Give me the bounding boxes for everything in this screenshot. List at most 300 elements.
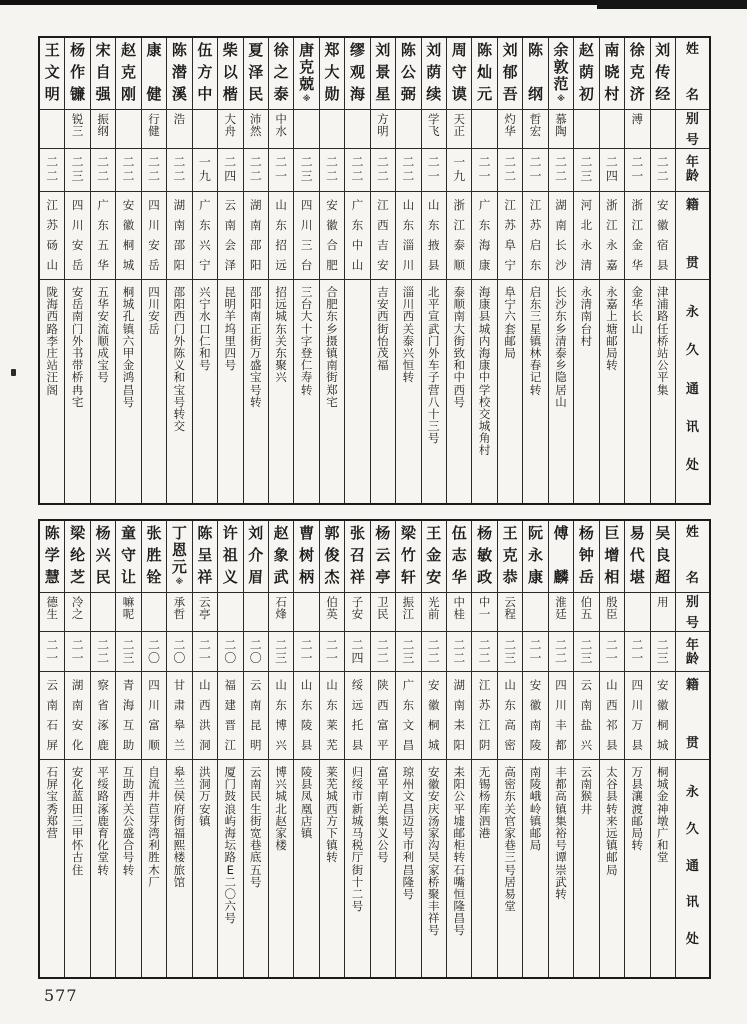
person-origin: 安 徽 宿 县 xyxy=(651,192,675,280)
person-address: 太 谷 县 转 来 远 镇 邮 局 xyxy=(606,765,618,877)
person-name: 童 守 让 xyxy=(116,521,140,593)
person-alias: 慕 陶 xyxy=(549,110,573,149)
person-column xyxy=(573,521,598,977)
person-name: 杨 钟 岳 xyxy=(574,521,598,593)
person-address: 安 徽 安 庆 汤 家 沟 吴 家 桥 聚 丰 祥 号 xyxy=(428,765,440,938)
person-origin: 陕 西 富 平 xyxy=(371,672,395,760)
person-age: 二 三 xyxy=(116,632,140,672)
person-address: 陵 县 凤 凰 店 镇 xyxy=(300,765,313,840)
person-origin: 云 南 会 泽 xyxy=(218,192,242,280)
person-column xyxy=(624,521,649,977)
person-alias xyxy=(142,593,166,632)
person-alias: 淮 廷 xyxy=(549,593,573,632)
person-column xyxy=(599,521,624,977)
person-address: 耒 阳 公 平 墟 邮 柜 转 石 嘴 恒 隆 昌 号 xyxy=(453,765,465,938)
person-column xyxy=(90,521,115,977)
person-alias: 德 生 xyxy=(40,593,64,632)
person-age: 二 一 xyxy=(625,632,649,672)
person-origin: 江 苏 阜 宁 xyxy=(498,192,522,280)
person-address: 招 远 城 东 关 东 聚 兴 xyxy=(275,285,287,385)
person-name: 梁 竹 轩 xyxy=(396,521,420,593)
person-origin: 四 川 万 县 xyxy=(625,672,649,760)
person-column xyxy=(64,38,89,503)
person-alias: 振 江 xyxy=(396,593,420,632)
person-column xyxy=(370,38,395,503)
person-age: 二 一 xyxy=(422,149,446,192)
person-origin: 四 川 安 岳 xyxy=(65,192,89,280)
person-age: 二 二 xyxy=(244,149,268,192)
person-age: 二 一 xyxy=(472,149,496,192)
person-alias xyxy=(600,110,624,149)
person-name: 易 代 堪 xyxy=(625,521,649,593)
person-address: 琼 州 文 昌 迈 号 市 利 昌 隆 号 xyxy=(402,765,415,901)
person-alias xyxy=(116,110,140,149)
directory-table-top xyxy=(38,36,711,505)
person-origin: 江 苏 江 阴 xyxy=(472,672,496,760)
person-name: 徐 之 泰 xyxy=(269,38,293,110)
person-address: 邵 阳 西 门 外 陈 义 和 宝 号 转 交 xyxy=(173,285,186,434)
person-age: 二 〇 xyxy=(142,632,166,672)
person-address: 安 岳 南 门 外 书 带 桥 冉 宅 xyxy=(71,285,84,409)
person-origin: 浙 江 永 嘉 xyxy=(600,192,624,280)
person-address: 云 南 猴 井 xyxy=(580,765,593,816)
person-column xyxy=(522,521,547,977)
person-origin: 山 东 淄 川 xyxy=(396,192,420,280)
person-name: 柴 以 楷 xyxy=(218,38,242,110)
person-age: 二 三 xyxy=(294,149,318,192)
person-alias: 卫 民 xyxy=(371,593,395,632)
person-origin: 广 东 文 昌 xyxy=(396,672,420,760)
person-column xyxy=(217,38,242,503)
person-origin: 福 建 晋 江 xyxy=(218,672,242,760)
person-address: 富 平 南 关 集 义 公 号 xyxy=(377,765,389,865)
person-age: 二 〇 xyxy=(218,632,242,672)
person-age: 二 二 xyxy=(396,149,420,192)
person-origin: 云 南 昆 明 xyxy=(244,672,268,760)
person-alias: 沛 然 xyxy=(244,110,268,149)
person-origin: 四 川 富 顺 xyxy=(142,672,166,760)
person-name: 陈 纲 xyxy=(523,38,547,110)
person-origin: 湖 南 安 化 xyxy=(65,672,89,760)
person-alias xyxy=(396,110,420,149)
person-age: 二 三 xyxy=(574,632,598,672)
person-address: 石 屏 宝 秀 郑 营 xyxy=(46,765,58,840)
person-age: 二 一 xyxy=(40,632,64,672)
person-origin: 广 东 中 山 xyxy=(345,192,369,280)
person-name: 夏 泽 民 xyxy=(244,38,268,110)
person-age: 二 二 xyxy=(472,632,496,672)
person-age: 二 二 xyxy=(651,149,675,192)
person-name: 杨 敏 政 xyxy=(472,521,496,593)
person-age: 二 二 xyxy=(91,149,115,192)
person-origin: 广 东 兴 宁 xyxy=(193,192,217,280)
person-name: 宋 自 强 xyxy=(91,38,115,110)
person-origin: 云 南 盐 兴 xyxy=(574,672,598,760)
person-age: 二 二 xyxy=(142,149,166,192)
person-origin: 河 北 永 清 xyxy=(574,192,598,280)
person-alias xyxy=(320,110,344,149)
person-column xyxy=(573,38,598,503)
person-origin: 山 西 洪 洞 xyxy=(193,672,217,760)
person-alias: 云 亭 xyxy=(193,593,217,632)
person-alias: 方 明 xyxy=(371,110,395,149)
person-name: 唐 克 兢 ※ xyxy=(294,38,318,110)
person-age: 二 四 xyxy=(600,149,624,192)
person-alias: 锐 三 xyxy=(65,110,89,149)
person-name: 吴 良 超 xyxy=(651,521,675,593)
person-column xyxy=(395,38,420,503)
person-age: 二 二 xyxy=(40,149,64,192)
person-origin: 山 东 掖 县 xyxy=(422,192,446,280)
person-address: 兴 宁 水 口 仁 和 号 xyxy=(199,285,211,373)
person-alias xyxy=(574,110,598,149)
person-column xyxy=(446,521,471,977)
person-name: 伍 志 华 xyxy=(447,521,471,593)
person-column xyxy=(421,521,446,977)
person-address: 高 密 东 关 官 家 巷 三 号 居 易 堂 xyxy=(504,765,516,914)
person-alias xyxy=(651,110,675,149)
person-column xyxy=(344,521,369,977)
person-address: 莱 芜 城 西 方 下 镇 转 xyxy=(326,765,338,865)
person-column xyxy=(115,521,140,977)
person-name: 张 召 祥 xyxy=(345,521,369,593)
person-column xyxy=(293,38,318,503)
person-name: 巨 增 相 xyxy=(600,521,624,593)
person-address: 淄 川 西 关 泰 兴 恒 转 xyxy=(402,285,415,385)
person-alias xyxy=(294,593,318,632)
person-age: 二 三 xyxy=(269,632,293,672)
person-alias: 哲 宏 xyxy=(523,110,547,149)
person-name: 赵 克 刚 xyxy=(116,38,140,110)
person-age: 二 二 xyxy=(498,149,522,192)
person-address: 合 肥 东 乡 摄 镇 南 街 郑 宅 xyxy=(326,285,338,409)
person-alias xyxy=(294,110,318,149)
person-origin: 安 徽 南 陵 xyxy=(523,672,547,760)
person-age: 二 二 xyxy=(422,632,446,672)
person-alias xyxy=(91,593,115,632)
person-age: 二 三 xyxy=(396,632,420,672)
person-origin: 湖 南 长 沙 xyxy=(549,192,573,280)
person-origin: 四 川 丰 都 xyxy=(549,672,573,760)
person-column xyxy=(243,38,268,503)
person-alias xyxy=(523,593,547,632)
person-name: 周 守 谟 xyxy=(447,38,471,110)
person-address: 南 陵 峨 岭 镇 邮 局 xyxy=(529,765,542,853)
person-origin: 湖 南 邵 阳 xyxy=(167,192,191,280)
person-address: 皋 兰 侯 府 街 福 熙 楼 旅 馆 xyxy=(173,765,186,889)
note-mark: ※ xyxy=(302,93,311,103)
person-column xyxy=(268,521,293,977)
person-column xyxy=(64,521,89,977)
page-number: 577 xyxy=(44,986,78,1005)
person-name: 阮 永 康 xyxy=(523,521,547,593)
person-name: 赵 荫 初 xyxy=(574,38,598,110)
header-age-label: 年 龄 xyxy=(676,149,709,192)
person-address: 自 流 井 苣 芽 湾 利 胜 木 厂 xyxy=(148,765,160,889)
person-name: 陈 学 慧 xyxy=(40,521,64,593)
person-address: 无 锡 杨 库 泗 港 xyxy=(478,765,491,840)
person-age: 二 二 xyxy=(167,149,191,192)
person-address: 启 东 三 星 镇 林 春 记 转 xyxy=(529,285,542,397)
person-age: 二 二 xyxy=(447,632,471,672)
person-alias: 石 烽 xyxy=(269,593,293,632)
note-mark: ※ xyxy=(557,93,565,103)
person-age: 二 一 xyxy=(523,632,547,672)
person-name: 杨 兴 民 xyxy=(91,521,115,593)
person-age: 二 一 xyxy=(294,632,318,672)
person-alias xyxy=(472,110,496,149)
person-address: 丰 都 高 镇 集 裕 号 谭 崇 武 转 xyxy=(555,765,567,901)
person-column xyxy=(650,521,675,977)
header-age-label: 年 龄 xyxy=(676,632,709,672)
person-address: 吉 安 西 街 怡 茂 福 xyxy=(377,285,389,373)
person-address xyxy=(345,280,369,503)
person-column xyxy=(624,38,649,503)
person-origin: 山 东 高 密 xyxy=(498,672,522,760)
person-name: 南 晓 村 xyxy=(600,38,624,110)
person-origin: 安 徽 桐 城 xyxy=(116,192,140,280)
person-age: 二 一 xyxy=(269,149,293,192)
person-origin: 山 东 招 远 xyxy=(269,192,293,280)
person-alias: 子 安 xyxy=(345,593,369,632)
person-age: 二 二 xyxy=(371,149,395,192)
person-name: 曹 树 柄 xyxy=(294,521,318,593)
person-column xyxy=(370,521,395,977)
person-name: 伍 方 中 xyxy=(193,38,217,110)
person-name: 徐 克 济 xyxy=(625,38,649,110)
person-alias: 中 桂 xyxy=(447,593,471,632)
person-age: 二 四 xyxy=(218,149,242,192)
person-origin: 安 徽 桐 城 xyxy=(651,672,675,760)
person-address: 平 绥 路 涿 鹿 育 化 堂 转 xyxy=(97,765,109,877)
scan-artifact-top-right xyxy=(597,0,747,9)
person-alias: 中 水 xyxy=(269,110,293,149)
person-origin: 察 省 涿 鹿 xyxy=(91,672,115,760)
person-origin: 湖 南 耒 阳 xyxy=(447,672,471,760)
person-name: 刘 荫 续 xyxy=(422,38,446,110)
person-name: 陈 灿 元 xyxy=(472,38,496,110)
person-address: 归 绥 市 新 城 马 税 厅 街 十 二 号 xyxy=(351,765,364,914)
person-address: 万 县 瀼 渡 邮 局 转 xyxy=(631,765,644,853)
person-alias: 中 一 xyxy=(472,593,496,632)
person-column xyxy=(40,521,64,977)
person-name: 梁 纶 芝 xyxy=(65,521,89,593)
header-column xyxy=(675,38,709,503)
person-age: 一 九 xyxy=(447,149,471,192)
person-alias: 嘛 呢 xyxy=(116,593,140,632)
person-column xyxy=(90,38,115,503)
person-column xyxy=(243,521,268,977)
person-column xyxy=(522,38,547,503)
person-name: 康 健 xyxy=(142,38,166,110)
header-address-label: 永 久 通 讯 处 xyxy=(685,305,699,474)
person-address: 津 浦 路 任 桥 站 公 平 集 xyxy=(656,285,669,397)
person-origin: 安 徽 桐 城 xyxy=(422,672,446,760)
person-address: 桐 城 金 神 墩 广 和 堂 xyxy=(656,765,669,865)
person-column xyxy=(217,521,242,977)
person-origin: 浙 江 泰 顺 xyxy=(447,192,471,280)
person-age: 二 〇 xyxy=(244,632,268,672)
person-origin: 浙 江 金 华 xyxy=(625,192,649,280)
person-alias xyxy=(193,110,217,149)
person-origin: 山 东 博 兴 xyxy=(269,672,293,760)
person-address: 博 兴 城 北 赵 家 楼 xyxy=(275,765,287,853)
person-address: 五 华 安 流 顺 成 宝 号 xyxy=(97,285,109,385)
person-age: 二 一 xyxy=(65,632,89,672)
person-age: 二 一 xyxy=(600,632,624,672)
person-alias: 用 xyxy=(651,593,675,632)
person-age: 二 二 xyxy=(549,149,573,192)
person-column xyxy=(115,38,140,503)
person-age: 二 一 xyxy=(193,632,217,672)
person-address: 泰 顺 南 大 街 致 和 中 西 号 xyxy=(453,285,465,409)
person-name: 许 祖 义 xyxy=(218,521,242,593)
header-name-label: 姓 名 xyxy=(676,38,709,110)
person-origin: 湖 南 邵 阳 xyxy=(244,192,268,280)
person-name: 王 文 明 xyxy=(40,38,64,110)
person-column xyxy=(344,38,369,503)
person-column xyxy=(471,521,496,977)
person-age: 二 一 xyxy=(320,632,344,672)
person-age: 一 九 xyxy=(193,149,217,192)
header-name-label: 姓 名 xyxy=(676,521,709,593)
person-age: 二 二 xyxy=(116,149,140,192)
person-column xyxy=(497,38,522,503)
person-column xyxy=(421,38,446,503)
person-alias: 天 正 xyxy=(447,110,471,149)
person-address: 互 助 西 关 公 盛 合 号 转 xyxy=(122,765,135,877)
person-name: 刘 景 星 xyxy=(371,38,395,110)
person-origin: 山 西 祁 县 xyxy=(600,672,624,760)
person-age: 二 一 xyxy=(625,149,649,192)
person-age: 二 〇 xyxy=(167,632,191,672)
person-name: 郑 大 勋 xyxy=(320,38,344,110)
person-address: 金 华 长 山 xyxy=(631,285,644,336)
person-name: 刘 传 经 xyxy=(651,38,675,110)
person-column xyxy=(319,521,344,977)
person-age: 二 四 xyxy=(345,632,369,672)
person-age: 二 二 xyxy=(345,149,369,192)
person-column xyxy=(471,38,496,503)
person-column xyxy=(40,38,64,503)
person-name: 王 克 恭 xyxy=(498,521,522,593)
person-column xyxy=(166,521,191,977)
person-column xyxy=(166,38,191,503)
person-origin: 广 东 五 华 xyxy=(91,192,115,280)
person-column xyxy=(497,521,522,977)
person-origin: 安 徽 合 肥 xyxy=(320,192,344,280)
person-column xyxy=(446,38,471,503)
person-age: 二 二 xyxy=(549,632,573,672)
person-alias: 溥 xyxy=(625,110,649,149)
person-name: 陈 呈 祥 xyxy=(193,521,217,593)
note-mark: ※ xyxy=(175,576,184,586)
person-address: 长 沙 东 乡 清 泰 乡 隐 居 山 xyxy=(555,285,567,409)
header-alias-label: 别 号 xyxy=(676,110,709,149)
person-column xyxy=(599,38,624,503)
person-origin: 江 苏 砀 山 xyxy=(40,192,64,280)
person-address: 四 川 安 岳 xyxy=(148,285,160,336)
person-origin: 山 东 莱 芜 xyxy=(320,672,344,760)
person-name: 赵 象 武 xyxy=(269,521,293,593)
directory-table-bottom xyxy=(38,519,711,979)
header-column xyxy=(675,521,709,977)
person-column xyxy=(319,38,344,503)
person-name: 郭 俊 杰 xyxy=(320,521,344,593)
person-alias: 殷 臣 xyxy=(600,593,624,632)
person-alias: 学 飞 xyxy=(422,110,446,149)
person-name: 王 金 安 xyxy=(422,521,446,593)
person-name: 刘 介 眉 xyxy=(244,521,268,593)
person-origin: 绥 远 托 县 xyxy=(345,672,369,760)
person-alias: 承 哲 xyxy=(167,593,191,632)
person-age: 二 三 xyxy=(498,632,522,672)
person-name: 陈 潜 溪 xyxy=(167,38,191,110)
person-address: 永 清 南 台 村 xyxy=(580,285,593,348)
person-address: 桐 城 孔 镇 六 甲 金 鸿 昌 号 xyxy=(122,285,135,409)
person-column xyxy=(395,521,420,977)
person-column xyxy=(548,521,573,977)
person-address: 北 平 宣 武 门 外 车 子 营 八 十 三 号 xyxy=(428,285,440,446)
header-alias-label: 别 号 xyxy=(676,593,709,632)
person-address: 厦 门 鼓 浪 屿 海 坛 路 E 二 〇 六 号 xyxy=(224,765,237,926)
person-name: 傅 麟 xyxy=(549,521,573,593)
person-alias xyxy=(218,593,242,632)
person-column xyxy=(192,38,217,503)
person-column xyxy=(293,521,318,977)
person-column xyxy=(650,38,675,503)
person-address: 邵 阳 南 正 街 万 盛 宝 号 转 xyxy=(249,285,262,409)
person-alias: 云 程 xyxy=(498,593,522,632)
person-alias xyxy=(625,593,649,632)
person-address: 安 化 蓝 田 三 甲 怀 古 住 xyxy=(71,765,84,877)
person-name: 余 敦 范 ※ xyxy=(549,38,573,110)
person-column xyxy=(141,521,166,977)
person-age: 二 三 xyxy=(65,149,89,192)
person-age: 二 一 xyxy=(523,149,547,192)
person-name: 缪 观 海 xyxy=(345,38,369,110)
header-origin-label: 籍 贯 xyxy=(676,672,709,760)
person-alias: 伯 五 xyxy=(574,593,598,632)
person-name: 陈 公 弼 xyxy=(396,38,420,110)
person-alias: 光 前 xyxy=(422,593,446,632)
person-address: 云 南 民 生 街 宽 巷 底 五 号 xyxy=(249,765,262,889)
person-origin: 青 海 互 助 xyxy=(116,672,140,760)
person-origin: 广 东 海 康 xyxy=(472,192,496,280)
person-address: 海 康 县 城 内 海 康 中 学 校 交 城 角 村 xyxy=(478,285,491,458)
person-alias xyxy=(345,110,369,149)
person-column xyxy=(141,38,166,503)
person-column xyxy=(548,38,573,503)
person-alias xyxy=(40,110,64,149)
scan-artifact-ink-dot xyxy=(11,369,16,376)
person-address: 陇 海 西 路 李 庄 站 汪 阁 xyxy=(46,285,58,397)
person-address: 永 嘉 上 塘 邮 局 转 xyxy=(606,285,618,373)
person-age: 二 三 xyxy=(574,149,598,192)
person-name: 丁 恩 元 ※ xyxy=(167,521,191,593)
person-origin: 江 西 吉 安 xyxy=(371,192,395,280)
person-origin: 四 川 三 台 xyxy=(294,192,318,280)
person-address: 三 台 大 十 字 登 仁 寿 转 xyxy=(300,285,313,397)
person-address: 阜 宁 六 套 邮 局 xyxy=(504,285,516,360)
person-alias: 振 纲 xyxy=(91,110,115,149)
person-origin: 甘 肃 皋 兰 xyxy=(167,672,191,760)
header-origin-label: 籍 贯 xyxy=(676,192,709,280)
person-name: 杨 云 亭 xyxy=(371,521,395,593)
header-address-label: 永 久 通 讯 处 xyxy=(685,785,699,948)
person-address: 洪 洞 万 安 镇 xyxy=(199,765,211,828)
person-origin: 四 川 安 岳 xyxy=(142,192,166,280)
